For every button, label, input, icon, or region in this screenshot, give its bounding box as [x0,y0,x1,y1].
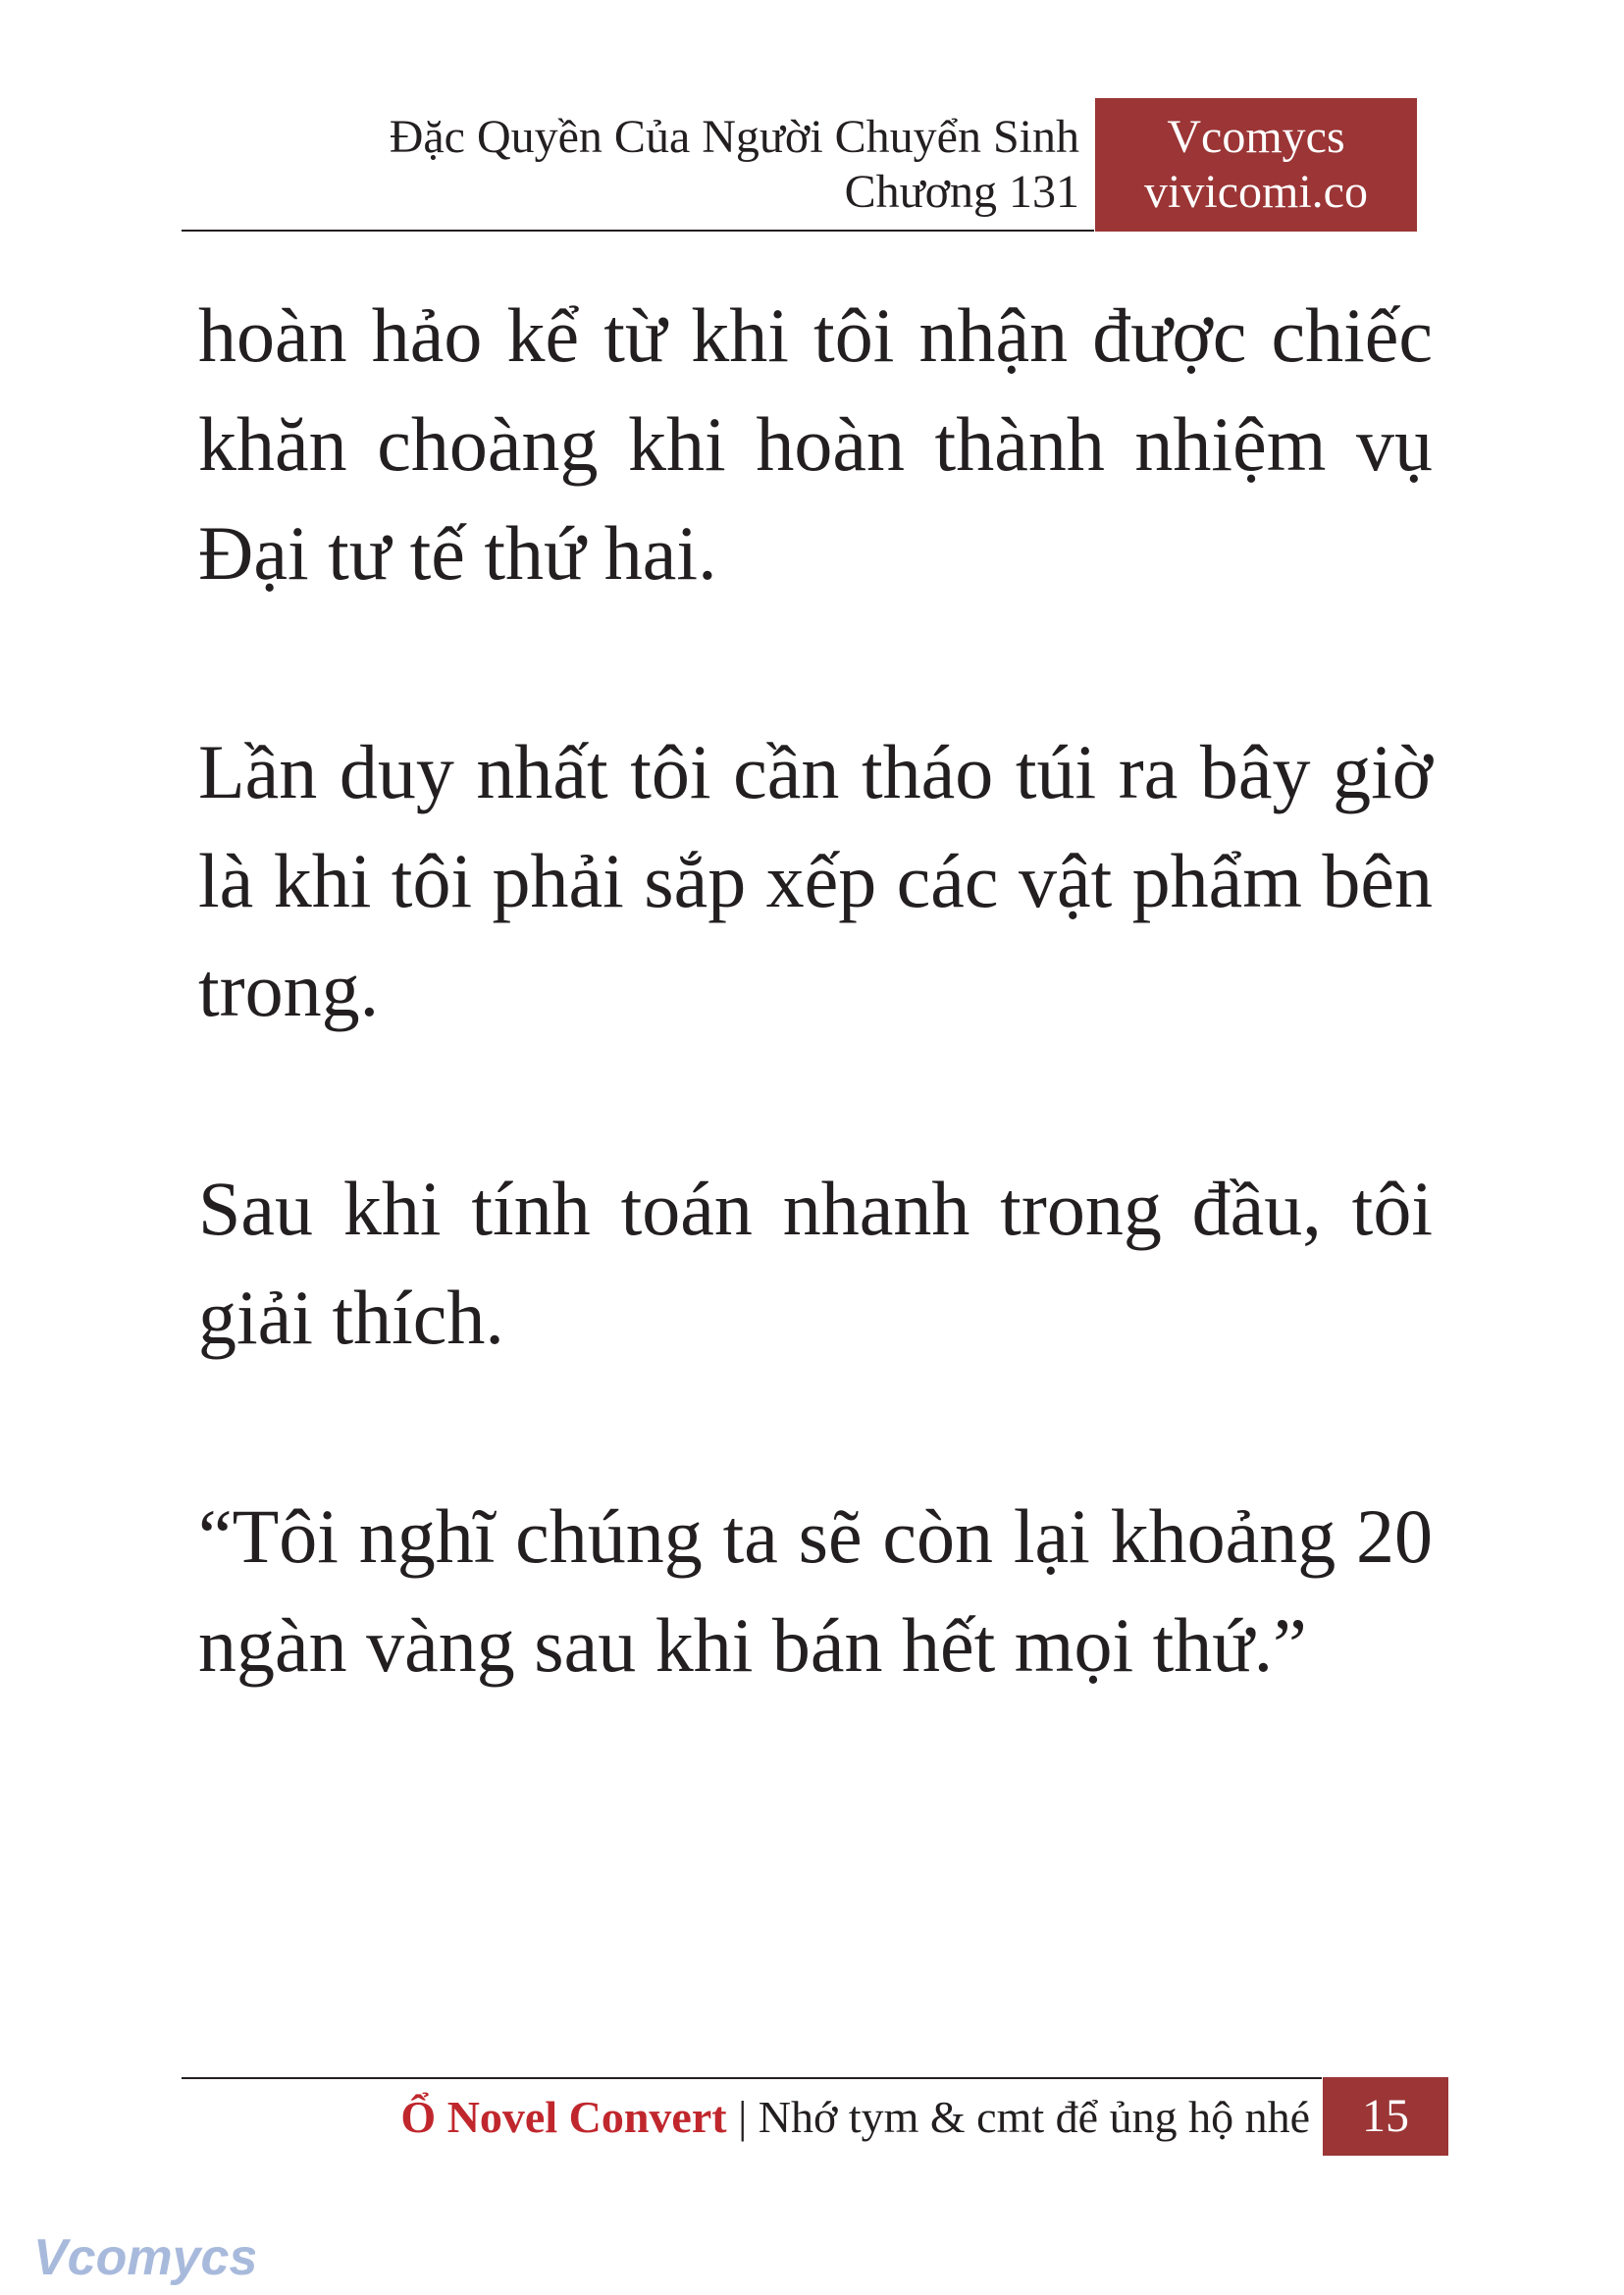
page-footer [400,2090,1310,2145]
header-divider [182,230,1094,232]
footer-separator: | [726,2092,759,2142]
chapter-label: Chương 131 [844,166,1079,218]
vcomycs-watermark-logo [29,2227,255,2286]
footer-brand: Ổ Novel Convert [400,2092,727,2142]
book-title: Đặc Quyền Của Người Chuyển Sinh [389,111,1079,163]
paragraph-4: “Tôi nghĩ chúng ta sẽ còn lại khoảng 20 ngàn vàng sau khi bán hết mọi thứ.” [198,1493,1433,1688]
header-text [390,110,1079,220]
page-number: 15 [1323,2077,1448,2156]
watermark-logo-graphic [29,2227,255,2286]
footer-message: Nhớ tym & cmt để ủng hộ nhé [758,2092,1310,2142]
brand-name: Vcomycs [1167,111,1345,163]
paragraph-3: Sau khi tính toán nhanh trong đầu, tôi giải thích. [198,1166,1433,1360]
brand-box [1095,98,1417,232]
brand-site: vivicomi.co [1144,166,1368,218]
page-header [0,0,1624,235]
footer-divider [182,2077,1322,2079]
page-content [198,281,1433,1809]
watermark-text: Vcomycs [33,2229,255,2286]
paragraph-2: Lần duy nhất tôi cần tháo túi ra bây giờ là khi tôi phải sắp xếp các vật phẩm bên trong. [198,729,1433,1032]
paragraph-1: hoàn hảo kể từ khi tôi nhận được chiếc khăn choàng khi hoàn thành nhiệm vụ Đại tư tế thứ hai. [198,292,1433,596]
